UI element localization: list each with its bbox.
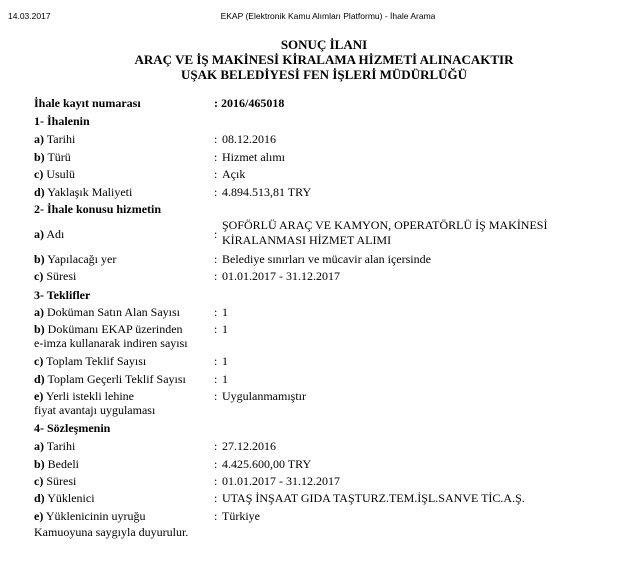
colon: : [214, 491, 218, 505]
colon: : [214, 167, 218, 181]
key: e) [34, 509, 44, 523]
label: Toplam Teklif Sayısı [46, 354, 147, 368]
colon: : [214, 457, 218, 471]
section-3-title: 3- Teklifler [34, 288, 91, 302]
notice-authority: UŞAK BELEDİYESİ FEN İŞLERİ MÜDÜRLÜĞÜ [180, 67, 468, 82]
key: b) [34, 457, 45, 471]
closing-statement: Kamuoyuna saygıyla duyurulur. [34, 525, 189, 539]
key: c) [34, 269, 44, 283]
label: Tarihi [46, 132, 76, 146]
label: Adı [46, 227, 65, 241]
value: 1 [222, 322, 228, 336]
label: Tarihi [46, 439, 76, 453]
colon: : [214, 132, 218, 146]
value: ŞOFÖRLÜ ARAÇ VE KAMYON, OPERATÖRLÜ İŞ MAKİNESİ [222, 218, 548, 232]
key: b) [34, 322, 45, 336]
key: b) [34, 150, 45, 164]
colon: : [214, 474, 218, 488]
label: Doküman Satın Alan Sayısı [47, 305, 180, 319]
section-4-title: 4- Sözleşmenin [34, 421, 111, 435]
value: 1 [222, 305, 228, 319]
key: d) [34, 491, 45, 505]
registration-label: İhale kayıt numarası [34, 96, 141, 110]
label: Türü [47, 150, 71, 164]
label: Toplam Geçerli Teklif Sayısı [47, 372, 186, 386]
label: Bedeli [47, 457, 79, 471]
value: 4.425.600,00 TRY [222, 457, 312, 471]
key: c) [34, 474, 44, 488]
colon: : [214, 509, 218, 523]
value: 08.12.2016 [222, 132, 276, 146]
value: 27.12.2016 [222, 439, 276, 453]
print-date: 14.03.2017 [8, 11, 51, 21]
colon: : [214, 354, 218, 368]
registration-value: : 2016/465018 [214, 96, 285, 110]
key: a) [34, 305, 44, 319]
value: Uygulanmamıştır [222, 389, 306, 403]
value: UTAŞ İNŞAAT GIDA TAŞTURZ.TEM.İŞL.SANVE TİC.A.Ş. [222, 491, 525, 505]
key: a) [34, 439, 44, 453]
value: Hizmet alımı [222, 150, 285, 164]
colon: : [214, 269, 218, 283]
value: 4.894.513,81 TRY [222, 185, 312, 199]
label: Usulü [46, 167, 75, 181]
key: c) [34, 354, 44, 368]
colon: : [214, 439, 218, 453]
label: fiyat avantajı uygulaması [34, 403, 156, 417]
colon: : [214, 305, 218, 319]
key: b) [34, 252, 45, 266]
colon: : [214, 227, 218, 241]
value: 01.01.2017 - 31.12.2017 [222, 269, 340, 283]
label: Yerli istekli lehine [45, 389, 134, 403]
colon: : [214, 252, 218, 266]
value: Türkiye [222, 509, 260, 523]
label: Süresi [46, 269, 77, 283]
value: 1 [222, 372, 228, 386]
key: a) [34, 132, 44, 146]
colon: : [214, 150, 218, 164]
colon: : [214, 389, 218, 403]
value: 1 [222, 354, 228, 368]
label: Dokümanı EKAP üzerinden [47, 322, 183, 336]
key: c) [34, 167, 44, 181]
colon: : [214, 185, 218, 199]
label: Süresi [46, 474, 77, 488]
key: d) [34, 185, 45, 199]
label: Yaklaşık Maliyeti [47, 185, 133, 199]
site-header: EKAP (Elektronik Kamu Alımları Platformu) - İhale Arama [220, 11, 436, 21]
section-1-title: 1- İhalenin [34, 114, 90, 128]
notice-title: SONUÇ İLANI [280, 37, 368, 52]
value: 01.01.2017 - 31.12.2017 [222, 474, 340, 488]
label: e-imza kullanarak indiren sayısı [34, 336, 188, 350]
value: Açık [222, 167, 246, 181]
value: KİRALANMASI HİZMET ALIMI [222, 233, 392, 247]
notice-subject: ARAÇ VE İŞ MAKİNESİ KİRALAMA HİZMETİ ALINACAKTIR [134, 52, 514, 67]
label: Yapılacağı yer [47, 252, 117, 266]
key: e) [34, 389, 44, 403]
key: d) [34, 372, 45, 386]
label: Yüklenicinin uyruğu [45, 509, 146, 523]
colon: : [214, 372, 218, 386]
key: a) [34, 227, 44, 241]
label: Yüklenici [47, 491, 95, 505]
section-2-title: 2- İhale konusu hizmetin [34, 202, 162, 216]
colon: : [214, 322, 218, 336]
value: Belediye sınırları ve mücavir alan içersinde [222, 252, 431, 266]
